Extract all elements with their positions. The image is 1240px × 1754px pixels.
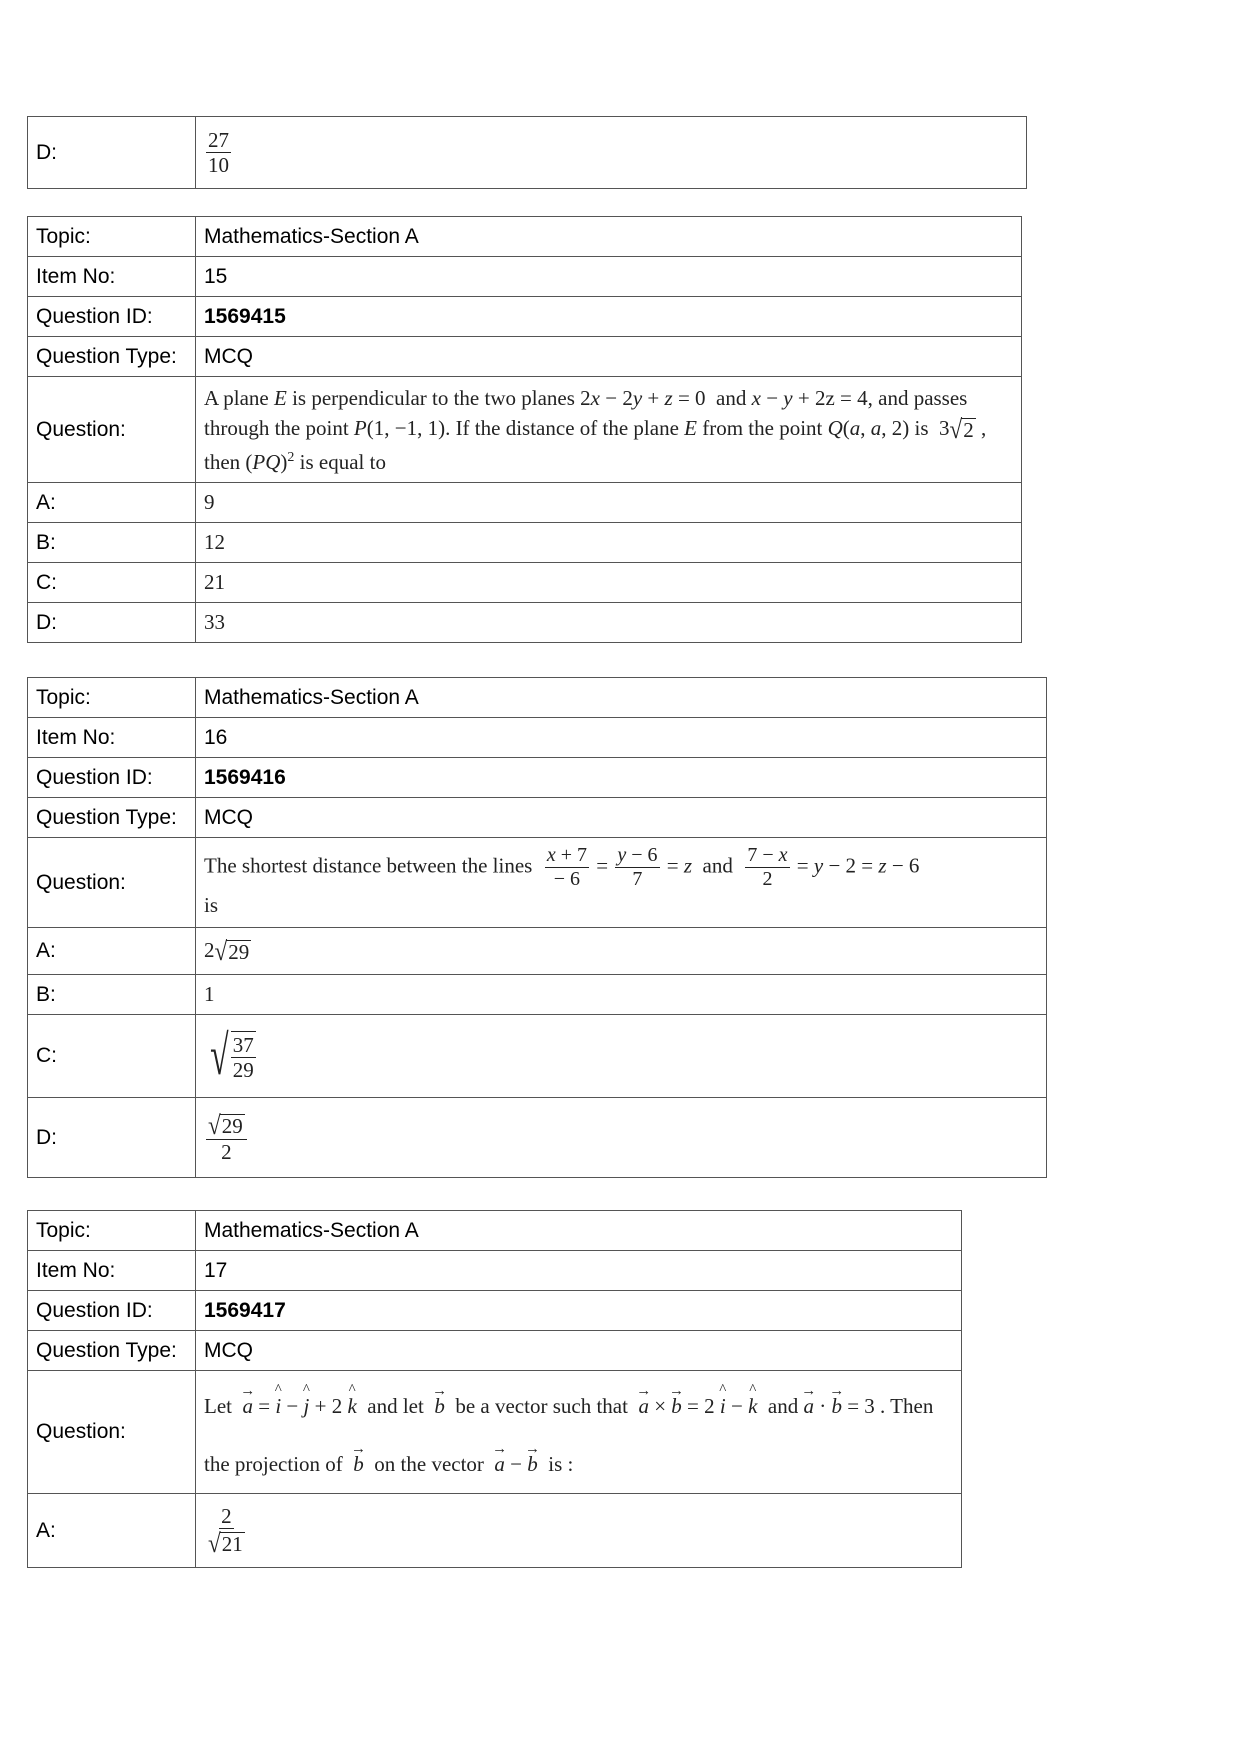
- option-c-row: [28, 1015, 1047, 1098]
- topic-label: Topic:: [28, 678, 196, 718]
- question-id-value: 1569417: [196, 1291, 962, 1331]
- option-b-value: 12: [196, 523, 1022, 563]
- prev-question-table: [27, 116, 1027, 189]
- option-c-label: C:: [28, 563, 196, 603]
- question-text: A plane E is perpendicular to the two planes 2x − 2y + z = 0 and x − y + 2z = 4, and passes through the point P(1, −1, 1). If the distance of the plane E from the point Q(a, a, 2) is 3 √ 2 , then (PQ)$^2$ is equal to: [196, 377, 1022, 483]
- option-b-value: 1: [196, 975, 1047, 1015]
- question-type-label: Question Type:: [28, 337, 196, 377]
- option-a-row: [28, 928, 1047, 975]
- question-id-label: Question ID:: [28, 758, 196, 798]
- item-row: [28, 257, 1022, 297]
- question-type-value: MCQ: [196, 337, 1022, 377]
- question-label: Question:: [28, 377, 196, 483]
- question-15-table: [27, 216, 1022, 643]
- option-c-label: C:: [28, 1015, 196, 1098]
- question-type-label: Question Type:: [28, 798, 196, 838]
- question-text: Let → a = ^ i − ^ j + 2 ^ k and let → b be a vector such that → a × → b = 2 ^ i − ^ k and → a · → b = 3 . Then the projection of → b on the vector → a − → b is :: [196, 1371, 962, 1494]
- topic-row: [28, 678, 1047, 718]
- option-d-value: 33: [196, 603, 1022, 643]
- question-id-label: Question ID:: [28, 297, 196, 337]
- topic-value: Mathematics-Section A: [196, 1211, 962, 1251]
- topic-value: Mathematics-Section A: [196, 217, 1022, 257]
- question-text: The shortest distance between the lines $\frac{x + 7}{- 6}$ = $\frac{y - 6}{7}$ = z and $\frac{7 - x}{2}$ = y − 2 = z − 6 is: [196, 838, 1047, 928]
- fraction-denominator: 10: [208, 153, 229, 177]
- option-a-row: [28, 483, 1022, 523]
- question-type-label: Question Type:: [28, 1331, 196, 1371]
- question-id-value: 1569416: [196, 758, 1047, 798]
- question-id-label: Question ID:: [28, 1291, 196, 1331]
- option-d-row: [28, 1098, 1047, 1178]
- question-id-value: 1569415: [196, 297, 1022, 337]
- question-type-row: [28, 1331, 962, 1371]
- item-value: 17: [196, 1251, 962, 1291]
- option-d-label: D:: [28, 603, 196, 643]
- option-label: D:: [28, 117, 196, 189]
- option-d-value: √ 29 2: [196, 1098, 1047, 1178]
- option-d-row: [28, 603, 1022, 643]
- topic-label: Topic:: [28, 217, 196, 257]
- question-type-row: [28, 337, 1022, 377]
- question-type-row: [28, 798, 1047, 838]
- option-d-value: [196, 117, 1027, 189]
- option-a-label: A:: [28, 1494, 196, 1568]
- option-a-label: A:: [28, 928, 196, 975]
- topic-row: [28, 217, 1022, 257]
- question-id-row: [28, 297, 1022, 337]
- topic-label: Topic:: [28, 1211, 196, 1251]
- option-a-value: 9: [196, 483, 1022, 523]
- question-row: [28, 1371, 962, 1494]
- item-label: Item No:: [28, 718, 196, 758]
- question-type-value: MCQ: [196, 798, 1047, 838]
- item-value: 16: [196, 718, 1047, 758]
- question-type-value: MCQ: [196, 1331, 962, 1371]
- question-16-table: [27, 677, 1047, 1178]
- item-row: [28, 1251, 962, 1291]
- topic-value: Mathematics-Section A: [196, 678, 1047, 718]
- option-d-row: [28, 117, 1027, 189]
- item-value: 15: [196, 257, 1022, 297]
- option-c-value: √ $\frac{37}{29}$: [196, 1015, 1047, 1098]
- item-label: Item No:: [28, 1251, 196, 1291]
- question-label: Question:: [28, 838, 196, 928]
- question-row: [28, 377, 1022, 483]
- option-d-label: D:: [28, 1098, 196, 1178]
- question-row: [28, 838, 1047, 928]
- question-label: Question:: [28, 1371, 196, 1494]
- topic-row: [28, 1211, 962, 1251]
- question-id-row: [28, 758, 1047, 798]
- option-b-row: [28, 523, 1022, 563]
- option-a-value: 2 √ 21: [196, 1494, 962, 1568]
- option-a-label: A:: [28, 483, 196, 523]
- option-b-label: B:: [28, 975, 196, 1015]
- item-label: Item No:: [28, 257, 196, 297]
- option-b-label: B:: [28, 523, 196, 563]
- option-a-row: [28, 1494, 962, 1568]
- option-a-value: 2 √ 29: [196, 928, 1047, 975]
- item-row: [28, 718, 1047, 758]
- option-b-row: [28, 975, 1047, 1015]
- option-c-value: 21: [196, 563, 1022, 603]
- option-c-row: [28, 563, 1022, 603]
- question-17-table: [27, 1210, 962, 1568]
- fraction-numerator: 27: [208, 127, 229, 152]
- question-id-row: [28, 1291, 962, 1331]
